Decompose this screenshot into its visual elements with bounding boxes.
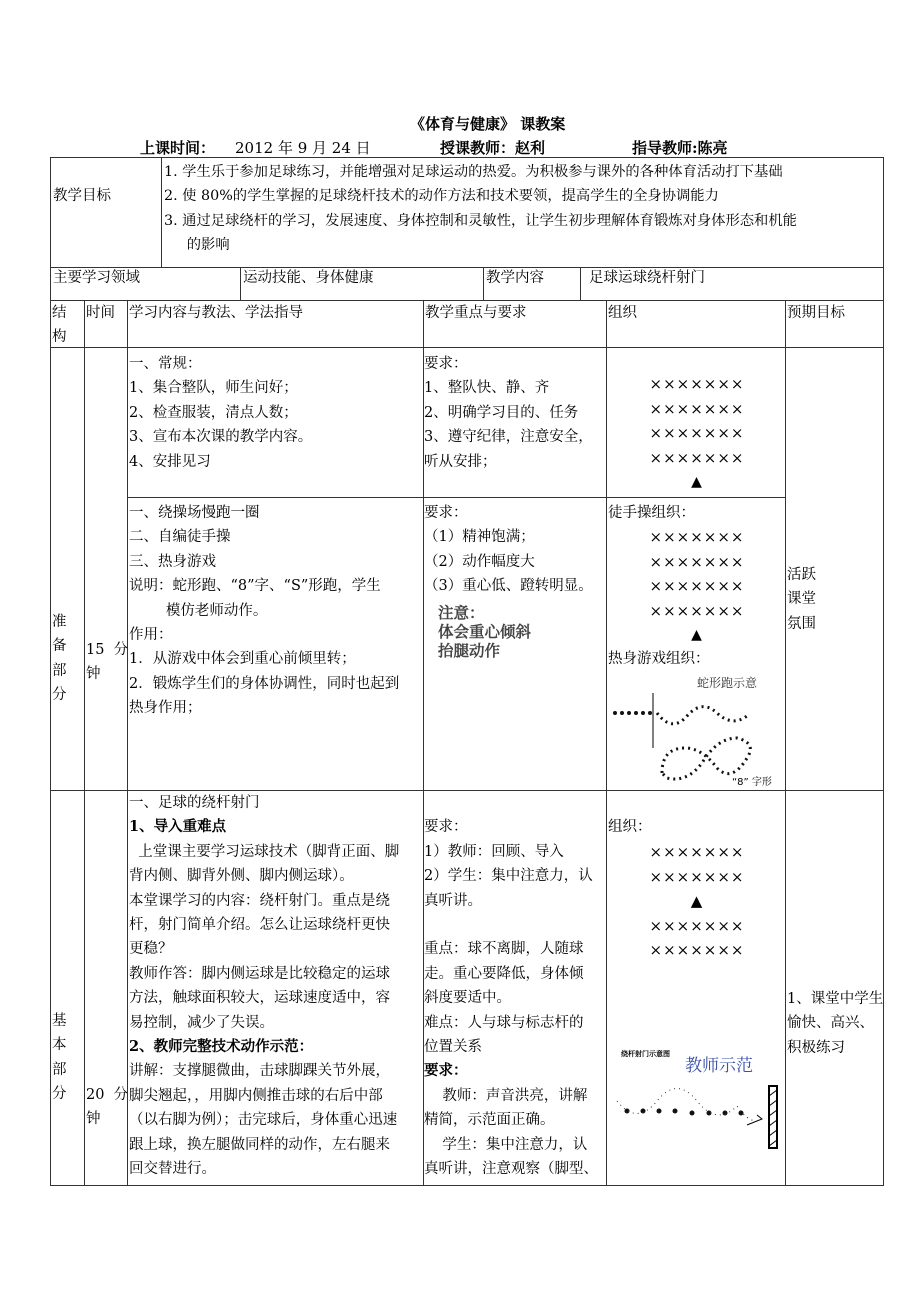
content-line: 本堂课学习的内容：绕杆射门。重点是绕: [129, 892, 390, 909]
snake-label: 蛇形跑示意: [697, 676, 758, 690]
requirement-line: 2、明确学习目的、任务: [424, 404, 579, 421]
org-label: 徒手操组织：: [608, 505, 695, 521]
col-goal: [785, 300, 884, 348]
content-line: 2、教师完整技术动作示范：: [129, 1038, 314, 1056]
demo-label: 教师示范: [685, 1056, 753, 1076]
requirement-line: 教师：声音洪亮，讲解: [424, 1087, 588, 1104]
content-value: 足球运球绕杆射门: [589, 270, 705, 286]
warmup-line: 热身作用；: [129, 700, 202, 717]
prep-structure: 准 备 部 分: [50, 347, 85, 791]
routine-line: 3、宣布本次课的教学内容。: [129, 429, 313, 446]
basic-structure: 基 本 部 分: [50, 790, 85, 1186]
requirement-line: 1、整队快、静、齐: [424, 380, 550, 397]
warmup-org-cell: [606, 497, 786, 791]
warmup-line: 说明：蛇形跑、“8”字、“S”形跑，学生: [129, 578, 381, 595]
svg-text:“8” 字形: “8” 字形: [732, 777, 772, 788]
requirement-line: 要求：: [424, 1062, 468, 1080]
warmup-line: 模仿老师动作。: [129, 602, 268, 619]
basic-req-cell: [423, 790, 607, 1186]
col-organization-label: 组织: [608, 305, 637, 321]
requirement-line: 听从安排；: [424, 453, 497, 470]
col-structure-label: 结: [52, 305, 67, 321]
routine-line: 一、常规：: [129, 356, 202, 372]
objective-item: 1. 学生乐于参加足球练习，并能增强对足球运动的热爱。为积极参与课外的各种体育活动打下基础: [164, 164, 783, 180]
col-time: [84, 300, 128, 348]
requirement-line: 要求：: [424, 819, 468, 836]
col-organization: [606, 300, 786, 348]
basic-goal: 1、课堂中学生 愉快、高兴、 积极练习: [785, 790, 884, 1186]
requirement-line: （3）重心低、蹬转明显。: [424, 578, 593, 595]
area-label: 主要学习领域: [53, 270, 140, 286]
basic-content-cell: [127, 790, 424, 1186]
prep-time: 15 分 钟: [84, 347, 128, 791]
col-structure: [50, 300, 85, 348]
content-line: 跟上球，换左腿做同样的动作，左右腿来: [129, 1136, 390, 1153]
content-line: 讲解：支撑腿微曲，击球脚踝关节外展，: [129, 1063, 390, 1080]
warmup-line: 二、自编徒手操: [129, 529, 231, 546]
teacher-position-icon: ▲: [690, 892, 704, 910]
area-label-cell: [50, 267, 241, 301]
student-row: ×××××××: [649, 867, 745, 886]
area-cell: [240, 267, 484, 301]
basic-org-cell: [606, 790, 786, 1186]
requirement-line: 1）教师：回顾、导入: [424, 843, 564, 860]
content-line: 上堂课主要学习运球技术（脚背正面、脚: [129, 843, 400, 860]
area-value: 运动技能、身体健康: [243, 270, 374, 286]
warmup-line: 一、绕操场慢跑一圈: [129, 505, 260, 521]
student-row: ×××××××: [649, 528, 745, 546]
objectives-label: 教学目标: [53, 188, 111, 204]
teacher-position-icon: ▲: [691, 474, 703, 490]
student-row: ×××××××: [649, 375, 745, 393]
requirement-line: 要求：: [424, 356, 468, 372]
requirement-line: 斜度要适中。: [424, 990, 511, 1007]
routine-org-cell: [606, 347, 786, 498]
warmup-line: 2．锻炼学生们的身体协调性，同时也起到: [129, 675, 400, 692]
requirement-line: 学生：集中注意力，认: [424, 1136, 588, 1153]
content-line: 脚尖翘起，，用脚内侧推击球的右后中部: [129, 1087, 383, 1104]
student-row: ×××××××: [649, 448, 745, 467]
org-label: 组织：: [608, 819, 652, 835]
content-line: 一、足球的绕杆射门: [129, 795, 260, 811]
class-time-label: 上课时间：: [140, 139, 216, 157]
content-line: 1、导入重难点: [129, 818, 227, 836]
col-content: [127, 300, 424, 348]
requirement-line: 真听讲，注意观察（脚型、: [424, 1161, 598, 1178]
requirement-line: [424, 913, 598, 937]
student-row: ×××××××: [649, 399, 745, 418]
requirement-line: 位置关系: [424, 1039, 482, 1056]
teacher-position-icon: ▲: [691, 627, 703, 643]
warmup-line: 作用：: [129, 627, 173, 644]
routine-line: 4、安排见习: [129, 453, 211, 470]
requirement-line: 要求：: [424, 505, 468, 521]
requirement-line: 精简，示范面正确。: [424, 1112, 555, 1129]
routine-line: 1、集合整队，师生问好；: [129, 380, 298, 397]
content-line: 背内侧、脚背外侧、脚内侧运球）。: [129, 868, 354, 885]
col-time-label: 时间: [86, 305, 115, 321]
requirement-line: 重点：球不离脚，人随球: [424, 941, 584, 958]
requirement-line: [424, 791, 598, 815]
routine-req-cell: [423, 347, 607, 498]
advisor: 指导教师:陈亮: [632, 139, 728, 157]
col-focus: [423, 300, 607, 348]
prep-goal: 活跃 课堂 氛围: [785, 347, 884, 791]
warmup-diagram: [607, 688, 785, 788]
col-structure-label: 构: [52, 329, 67, 346]
student-row: ×××××××: [649, 916, 745, 935]
routine-line: 2、检查服装，清点人数；: [129, 404, 298, 421]
col-focus-label: 教学重点与要求: [425, 305, 527, 321]
student-row: ×××××××: [649, 601, 745, 620]
content-line: 教师作答：脚内侧运球是比较稳定的运球: [129, 965, 390, 982]
objective-item: 的影响: [164, 237, 230, 254]
content-line: 易控制，减少了失误。: [129, 1014, 274, 1031]
objectives-label-cell: [50, 157, 162, 268]
student-row: ×××××××: [649, 424, 745, 442]
document-title: 《体育与健康》 课教案: [410, 115, 566, 133]
requirement-line: 2）学生：集中注意力，认: [424, 868, 593, 885]
objectives-cell: [161, 157, 884, 268]
requirement-line: 走。重心要降低，身体倾: [424, 965, 584, 982]
objective-item: 3. 通过足球绕杆的学习，发展速度、身体控制和灵敏性，让学生初步理解体育锻炼对身体形态和机能: [164, 212, 797, 229]
content-line: 回交替进行。: [129, 1161, 216, 1178]
requirement-line: 3、遵守纪律，注意安全，: [424, 429, 593, 446]
col-content-label: 学习内容与教法、学法指导: [129, 305, 303, 321]
content-line: 杆，射门简单介绍。怎么让运球绕杆更快: [129, 917, 390, 934]
dribble-diagram: [607, 1081, 785, 1171]
student-row: ×××××××: [649, 577, 745, 595]
teacher: 授课教师：赵利: [440, 139, 546, 157]
student-row: ×××××××: [649, 552, 745, 571]
note-block: 注意： 体会重心倾斜 抬腿动作: [438, 604, 532, 660]
col-goal-label: 预期目标: [787, 305, 845, 321]
requirement-line: 真听讲。: [424, 892, 482, 909]
content-line: （以右脚为例）；击完球后，身体重心迅速: [129, 1112, 398, 1129]
routine-cell: [127, 347, 424, 498]
objective-item: 2. 使 80%的学生掌握的足球绕杆技术的动作方法和技术要领，提高学生的全身协调能力: [164, 188, 719, 205]
student-row: ×××××××: [649, 843, 745, 861]
content-line: 更稳？: [129, 941, 173, 958]
requirement-line: （1）精神饱满；: [424, 529, 535, 546]
basic-time: 20 分 钟: [84, 790, 128, 1186]
warmup-req-cell: [423, 497, 607, 791]
content-cell: [580, 267, 884, 301]
warmup-cell: [127, 497, 424, 791]
warmup-line: 三、热身游戏: [129, 553, 216, 570]
content-label: 教学内容: [486, 270, 544, 286]
requirement-line: （2）动作幅度大: [424, 553, 535, 570]
requirement-line: 难点：人与球与标志杆的: [424, 1014, 584, 1031]
student-row: ×××××××: [649, 941, 745, 959]
class-date: 2012 年 9 月 24 日: [235, 139, 371, 157]
diagram-caption: 绕杆射门示意图: [621, 1050, 670, 1058]
content-label-cell: [483, 267, 581, 301]
warmup-line: 1．从游戏中体会到重心前倾里转；: [129, 651, 356, 668]
org-label: 热身游戏组织：: [608, 651, 710, 667]
content-line: 方法，触球面积较大，运球速度适中，容: [129, 990, 390, 1007]
